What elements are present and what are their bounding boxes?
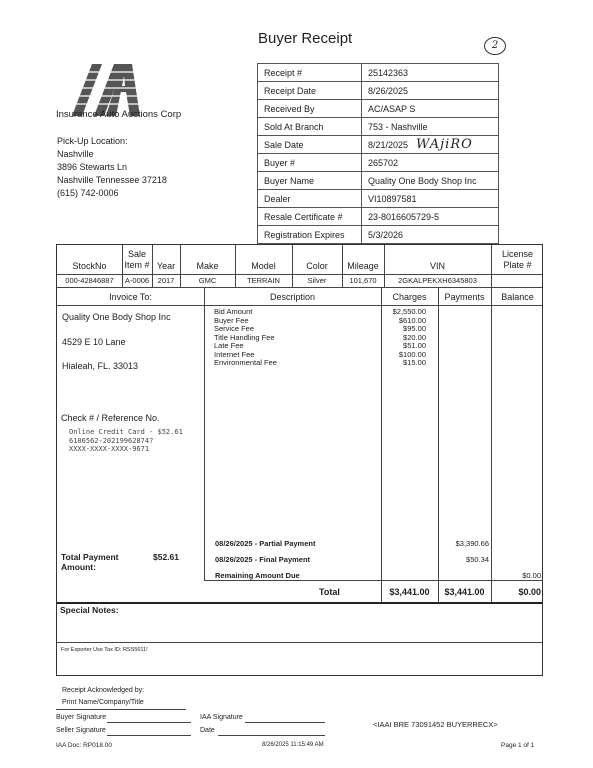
receipt-date-label: Receipt Date (258, 82, 362, 100)
divider (491, 245, 492, 287)
registration-value: 5/3/2026 (362, 226, 499, 244)
payments-header: Payments (444, 292, 485, 302)
buyer-signature-line (107, 722, 191, 723)
invoice-name: Quality One Body Shop Inc (62, 312, 171, 322)
col-stockno: StockNo (72, 261, 107, 271)
col-mileage: Mileage (347, 261, 379, 271)
payment-final-desc: 08/26/2025 - Final Payment (215, 555, 311, 564)
description-header: Description (269, 292, 316, 302)
iaa-signature-line (245, 722, 325, 723)
sale-date-label: Sale Date (258, 136, 362, 154)
balance-header: Balance (501, 292, 534, 302)
print-name-label: Print Name/Company/Title (62, 699, 144, 706)
pickup-location (57, 135, 167, 200)
charge-late: $51.00 (403, 341, 426, 350)
total-label: Total (319, 587, 340, 597)
vehicle-make: GMC (198, 276, 217, 285)
col-make: Make (196, 261, 219, 271)
receipt-info-table (257, 63, 499, 154)
col-saleitem-line1: Sale (127, 249, 146, 259)
charge-service: $95.00 (403, 324, 426, 333)
charge-title-handling: $20.00 (403, 332, 426, 342)
pickup-street: 3896 Stewarts Ln (57, 162, 128, 172)
charge-bid-amount: $2,550.00 (392, 307, 426, 316)
vehicle-mileage: 101,670 (349, 276, 377, 285)
divider (57, 287, 542, 288)
receipt-number-label: Receipt # (258, 64, 362, 82)
total-balance: $0.00 (518, 587, 541, 597)
invoice-to-header: Invoice To: (109, 292, 152, 302)
divider (235, 245, 236, 287)
payment-final-amount: $50.34 (466, 555, 489, 564)
divider (491, 287, 492, 603)
date-label: Date (200, 727, 215, 734)
table-row (258, 82, 499, 100)
acknowledged-label: Receipt Acknowledged by: (62, 687, 145, 694)
date-line (218, 735, 325, 736)
dealer-value: VI10897581 (362, 190, 499, 208)
payment-partial-desc: 08/26/2025 - Partial Payment (215, 539, 316, 548)
divider (204, 287, 205, 580)
table-row (258, 64, 499, 82)
buyer-info-table (257, 153, 499, 244)
fee-internet: Internet Fee (214, 349, 255, 359)
table-row (258, 100, 499, 118)
divider (57, 602, 542, 604)
total-payment-label (61, 552, 118, 572)
seller-signature-line (107, 735, 191, 736)
vehicle-saleitem: A-0006 (124, 276, 150, 285)
page-title: Buyer Receipt (258, 30, 353, 47)
divider (152, 245, 153, 287)
branch-value: 753 - Nashville (362, 118, 499, 136)
invoice-box (56, 244, 543, 676)
table-row (258, 136, 499, 154)
buyer-name-label: Buyer Name (258, 172, 362, 190)
buyer-name-value: Quality One Body Shop Inc (362, 172, 499, 190)
seller-signature-label: Seller Signature (56, 727, 106, 734)
divider (384, 245, 385, 287)
total-payment-label-line2: Amount: (61, 562, 96, 572)
table-row (258, 208, 499, 226)
fee-descriptions (214, 308, 277, 368)
received-by-value: AC/ASAP S (362, 100, 499, 118)
col-color: Color (306, 261, 328, 271)
divider (122, 245, 123, 287)
col-model: Model (251, 261, 276, 271)
col-plate-line1: License (501, 249, 534, 259)
check-ref-details (69, 428, 183, 454)
resale-cert-value: 23-8016605729-5 (362, 208, 499, 226)
special-notes-label: Special Notes: (60, 605, 119, 615)
invoice-street: 4529 E 10 Lane (62, 337, 126, 347)
total-charges: $3,441.00 (389, 587, 430, 597)
table-row (258, 190, 499, 208)
table-row (258, 226, 499, 244)
remaining-value: $0.00 (522, 571, 541, 580)
divider (342, 245, 343, 287)
pickup-label: Pick-Up Location: (57, 136, 128, 146)
receipt-date-value: 8/26/2025 (362, 82, 499, 100)
charges-header: Charges (392, 292, 427, 302)
vehicle-stockno: 000-42846887 (65, 276, 114, 285)
fee-service: Service Fee (214, 324, 255, 333)
divider (180, 245, 181, 287)
divider (57, 274, 542, 275)
payment-partial-amount: $3,390.66 (455, 539, 489, 548)
col-saleitem-line2: Item # (124, 260, 150, 270)
vehicle-color: Silver (307, 276, 327, 285)
check-ref-line1: Online Credit Card - $52.61 (69, 428, 183, 436)
check-ref-label: Check # / Reference No. (61, 413, 160, 423)
table-row (258, 154, 499, 172)
total-payments: $3,441.00 (444, 587, 485, 597)
fee-late: Late Fee (214, 341, 244, 350)
total-payment-value: $52.61 (153, 552, 179, 562)
fee-title-handling: Title Handling Fee (214, 332, 275, 342)
charge-internet: $100.00 (398, 349, 426, 359)
vehicle-model: TERRAIN (247, 276, 280, 285)
col-plate (491, 249, 544, 271)
col-saleitem (122, 249, 152, 271)
vehicle-vin: 2GKALPEKXH6345803 (398, 276, 477, 285)
handwritten-note: WAjiRO (416, 137, 473, 152)
charge-buyer: $610.00 (398, 315, 426, 325)
receipt-number-value: 25142363 (362, 64, 499, 82)
bre-code: <IAAI BRE 73091452 BUYERRECX> (373, 720, 498, 729)
check-ref-line3: XXXX-XXXX-XXXX-9671 (69, 445, 150, 453)
remaining-label: Remaining Amount Due (215, 571, 300, 580)
divider (57, 642, 542, 643)
col-vin: VIN (429, 261, 445, 271)
resale-cert-label: Resale Certificate # (258, 208, 362, 226)
col-year: Year (156, 261, 176, 271)
fee-buyer: Buyer Fee (214, 315, 249, 325)
col-plate-line2: Plate # (503, 260, 532, 270)
vehicle-year: 2017 (157, 276, 175, 285)
check-ref-line2: 6106562-20219962874? (69, 436, 154, 445)
exporter-note: For Exporter Use Tax ID: RSS5611! (61, 647, 148, 653)
invoice-city: Hialeah, FL. 33013 (62, 361, 139, 371)
divider (57, 305, 542, 306)
pickup-citystate: Nashville Tennessee 37218 (57, 175, 167, 185)
charge-environmental: $15.00 (403, 358, 426, 367)
table-row (258, 118, 499, 136)
divider (292, 245, 293, 287)
print-name-line (56, 709, 186, 710)
doc-id: IAA Doc: RP018.00 (56, 742, 113, 749)
registration-label: Registration Expires (258, 226, 362, 244)
buyer-signature-label: Buyer Signature (56, 714, 107, 721)
sale-date-cell (362, 136, 499, 154)
total-payment-label-line1: Total Payment (61, 552, 119, 562)
fee-bid-amount: Bid Amount (214, 307, 253, 316)
sale-date-value: 8/21/2025 (368, 140, 409, 150)
print-timestamp: 8/26/2025 11:15:49 AM (262, 742, 324, 748)
branch-label: Sold At Branch (258, 118, 362, 136)
received-by-label: Received By (258, 100, 362, 118)
fee-environmental: Environmental Fee (214, 358, 277, 367)
fee-charges (382, 308, 426, 368)
buyer-number-value: 265702 (362, 154, 499, 172)
dealer-label: Dealer (258, 190, 362, 208)
handwritten-page-number: 2 (484, 37, 506, 55)
divider (204, 580, 542, 581)
table-row (258, 172, 499, 190)
page-number: Page 1 of 1 (501, 742, 535, 749)
iaa-signature-label: IAA Signature (200, 714, 243, 721)
company-name: Insurance Auto Auctions Corp (56, 109, 182, 120)
buyer-number-label: Buyer # (258, 154, 362, 172)
pickup-phone: (615) 742-0006 (57, 188, 119, 198)
pickup-city: Nashville (57, 149, 94, 159)
